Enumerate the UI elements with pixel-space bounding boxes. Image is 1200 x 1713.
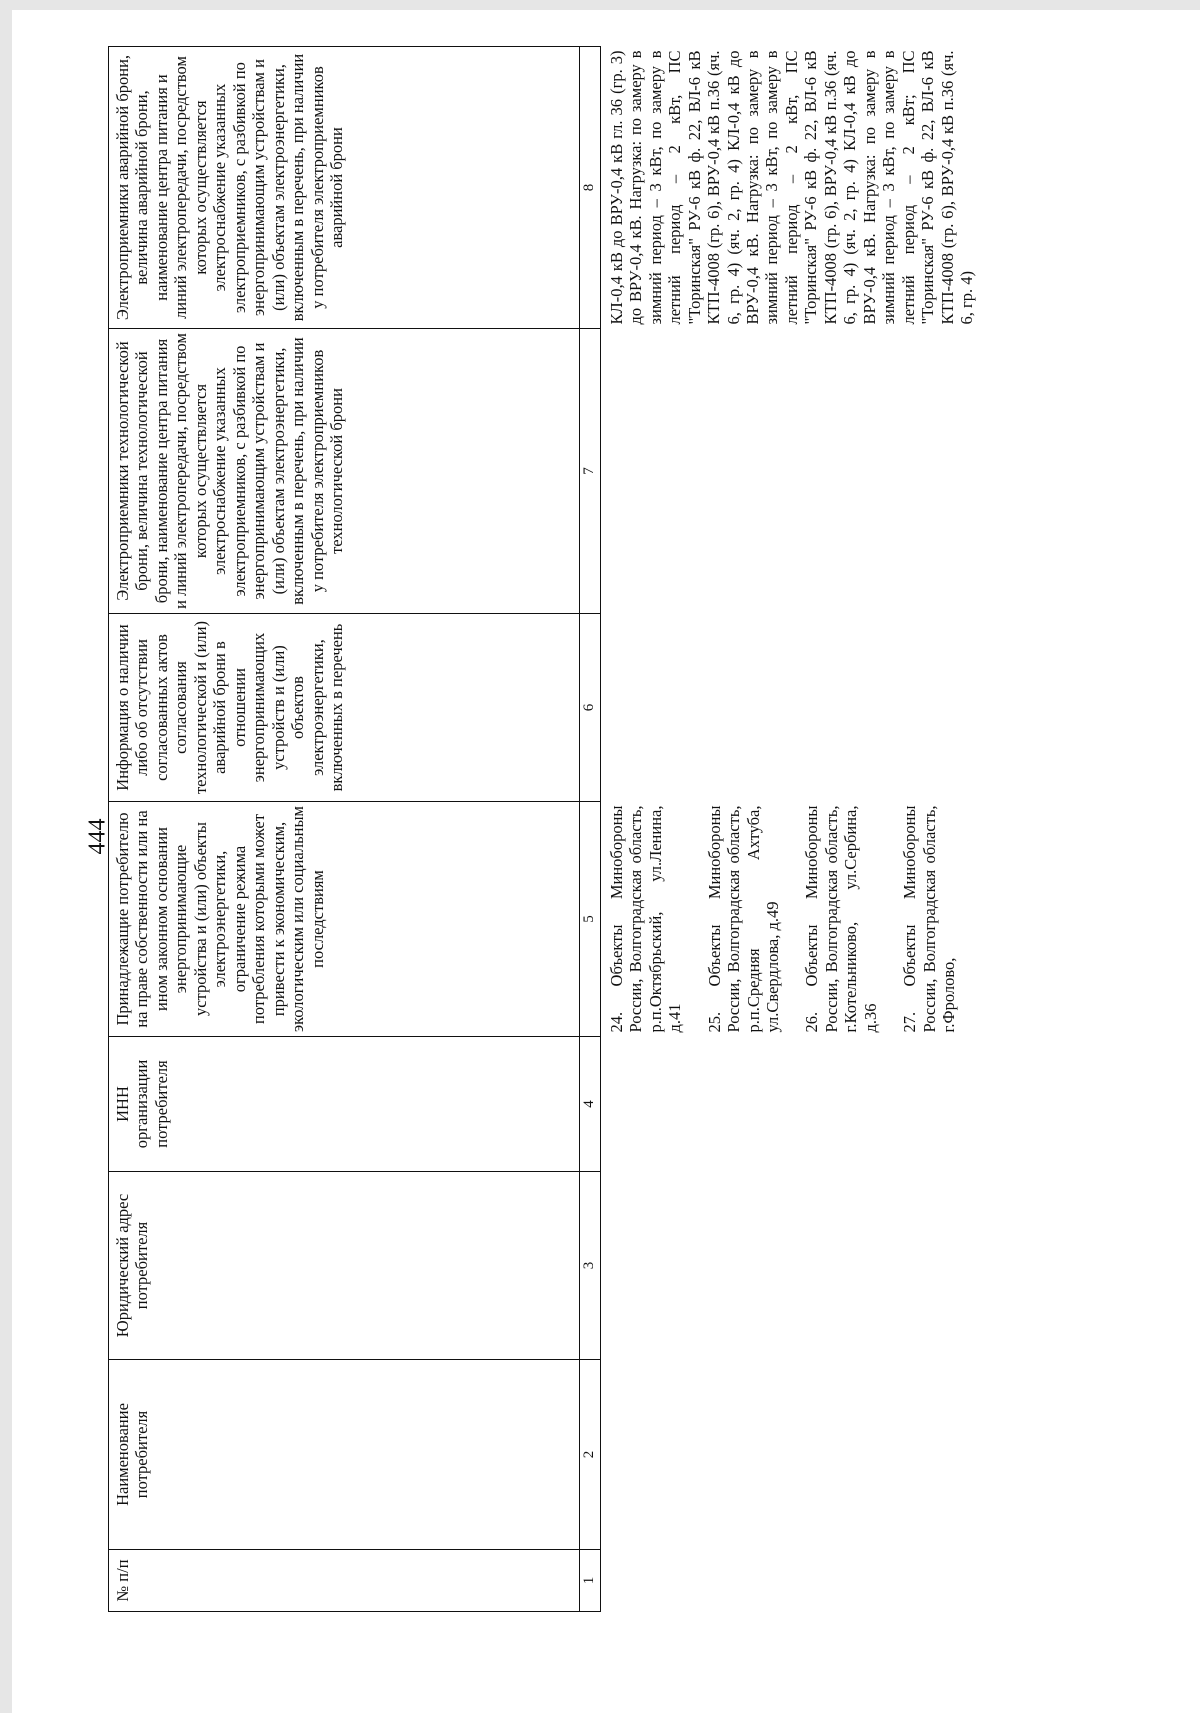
cell-number — [600, 1550, 985, 1612]
column-number: 6 — [580, 614, 601, 802]
cell-inn — [600, 1037, 985, 1172]
table-row — [600, 47, 985, 1612]
column-number: 2 — [580, 1360, 601, 1550]
cell-devices — [600, 802, 985, 1037]
column-number: 1 — [580, 1550, 601, 1612]
consumer-item — [705, 806, 783, 1033]
consumer-item-text: 25. Объекты Минобороны России, Волгоградская область, р.п.Средняя Ахтуба, ул.Свердлова, д.49 — [704, 805, 782, 1033]
header-cell-devices: Принадлежащие потребителю на праве собственности или на ином законном основании энергопринимающие устройства и (или) объекты электроэнергетики, ограничение режима потребления которыми может привести к экономическим, экологическим или социальным последствиям — [109, 802, 580, 1037]
header-cell-number: № п/п — [109, 1550, 580, 1612]
column-number: 5 — [580, 802, 601, 1037]
cell-technological-reserve — [600, 329, 985, 614]
column-number: 8 — [580, 47, 601, 329]
header-cell-acts-info: Информация о наличии либо об отсутствии согласованных актов согласования технологической и (или) аварийной брони в отношении энергопринимающих устройств и (или) объектов электроэнергетики, включенных в перечень — [109, 614, 580, 802]
consumer-item-text: 26. Объекты Минобороны России, Волгоградская область, г.Котельниково, ул.Сербина, д.36 — [802, 805, 880, 1033]
emergency-reserve-block — [607, 51, 977, 325]
cell-consumer-name — [600, 1360, 985, 1550]
scan-edge-left — [0, 0, 12, 1713]
consumer-item-text: 24. Объекты Минобороны России, Волгоградская область, р.п.Октябрьский, ул.Ленина, д.41 — [606, 805, 685, 1033]
page-number: 444 — [84, 818, 111, 855]
header-cell-consumer-name: Наименование потребителя — [109, 1360, 580, 1550]
column-number: 3 — [580, 1172, 601, 1360]
consumer-item — [802, 806, 880, 1033]
header-cell-legal-address: Юридический адрес потребителя — [109, 1172, 580, 1360]
rotated-table-container — [108, 47, 1143, 1612]
header-cell-technological-reserve: Электроприемники технологической брони, величина технологической брони, наименование центра питания и линий электропередачи, посредством которых осуществляется электроснабжение указанных электроприемников, с разбивкой по энергопринимающим устройствам и (или) объектам электроэнергетики, включенным в перечень, при наличии у потребителя электроприемников технологической брони — [109, 329, 580, 614]
table-header-row — [109, 47, 580, 1612]
consumer-item — [900, 806, 958, 1033]
scan-edge-top — [0, 0, 1200, 10]
reserve-table — [108, 46, 985, 1612]
emergency-reserve-text: КЛ-0,4 кВ до ВРУ-0,4 кВ гл. 36 (гр. 3) до ВРУ-0,4 кВ. Нагрузка: по замеру в зимний период – 3 кВт, по замеру в летний период – 2 кВт, ПС "Торинская" РУ-6 кВ ф. 22, ВЛ-6 кВ КТП-4008 (гр. 6), ВРУ-0,4 кВ п.36 (яч. 6, гр. 4) (яч. 2, гр. 4) КЛ-0,4 кВ до ВРУ-0,4 кВ. Нагрузка: по замеру в зимний период – 3 кВт, по замеру в летний период – 2 кВт, ПС "Торинская" РУ-6 кВ ф. 22, ВЛ-6 кВ КТП-4008 (гр. 6), ВРУ-0,4 кВ п.36 (яч. 6, гр. 4) (яч. 2, гр. 4) КЛ-0,4 кВ до ВРУ-0,4 кВ. Нагрузка: по замеру в зимний период – 3 кВт, по замеру в летний период – 2 кВт; ПС "Торинская" РУ-6 кВ ф. 22, ВЛ-6 кВ КТП-4008 (гр. 6), ВРУ-0,4 кВ п.36 (яч. 6, гр. 4) — [606, 50, 977, 325]
header-cell-inn: ИНН организации потребителя — [109, 1037, 580, 1172]
cell-legal-address — [600, 1172, 985, 1360]
column-number: 4 — [580, 1037, 601, 1172]
cell-emergency-reserve — [600, 47, 985, 329]
cell-acts-info — [600, 614, 985, 802]
consumer-item — [607, 806, 685, 1033]
consumer-item-text: 27. Объекты Минобороны России, Волгоградская область, г.Фролово, — [900, 805, 959, 1033]
column-number-row — [580, 47, 601, 1612]
column-number: 7 — [580, 329, 601, 614]
header-cell-emergency-reserve: Электроприемники аварийной брони, величина аварийной брони, наименование центра питания и линий электропередачи, посредством которых осуществляется электроснабжение указанных электроприемников, с разбивкой по энергопринимающим устройствам и (или) объектам электроэнергетики, включенным в перечень, при наличии у потребителя электроприемников аварийной брони — [109, 47, 580, 329]
